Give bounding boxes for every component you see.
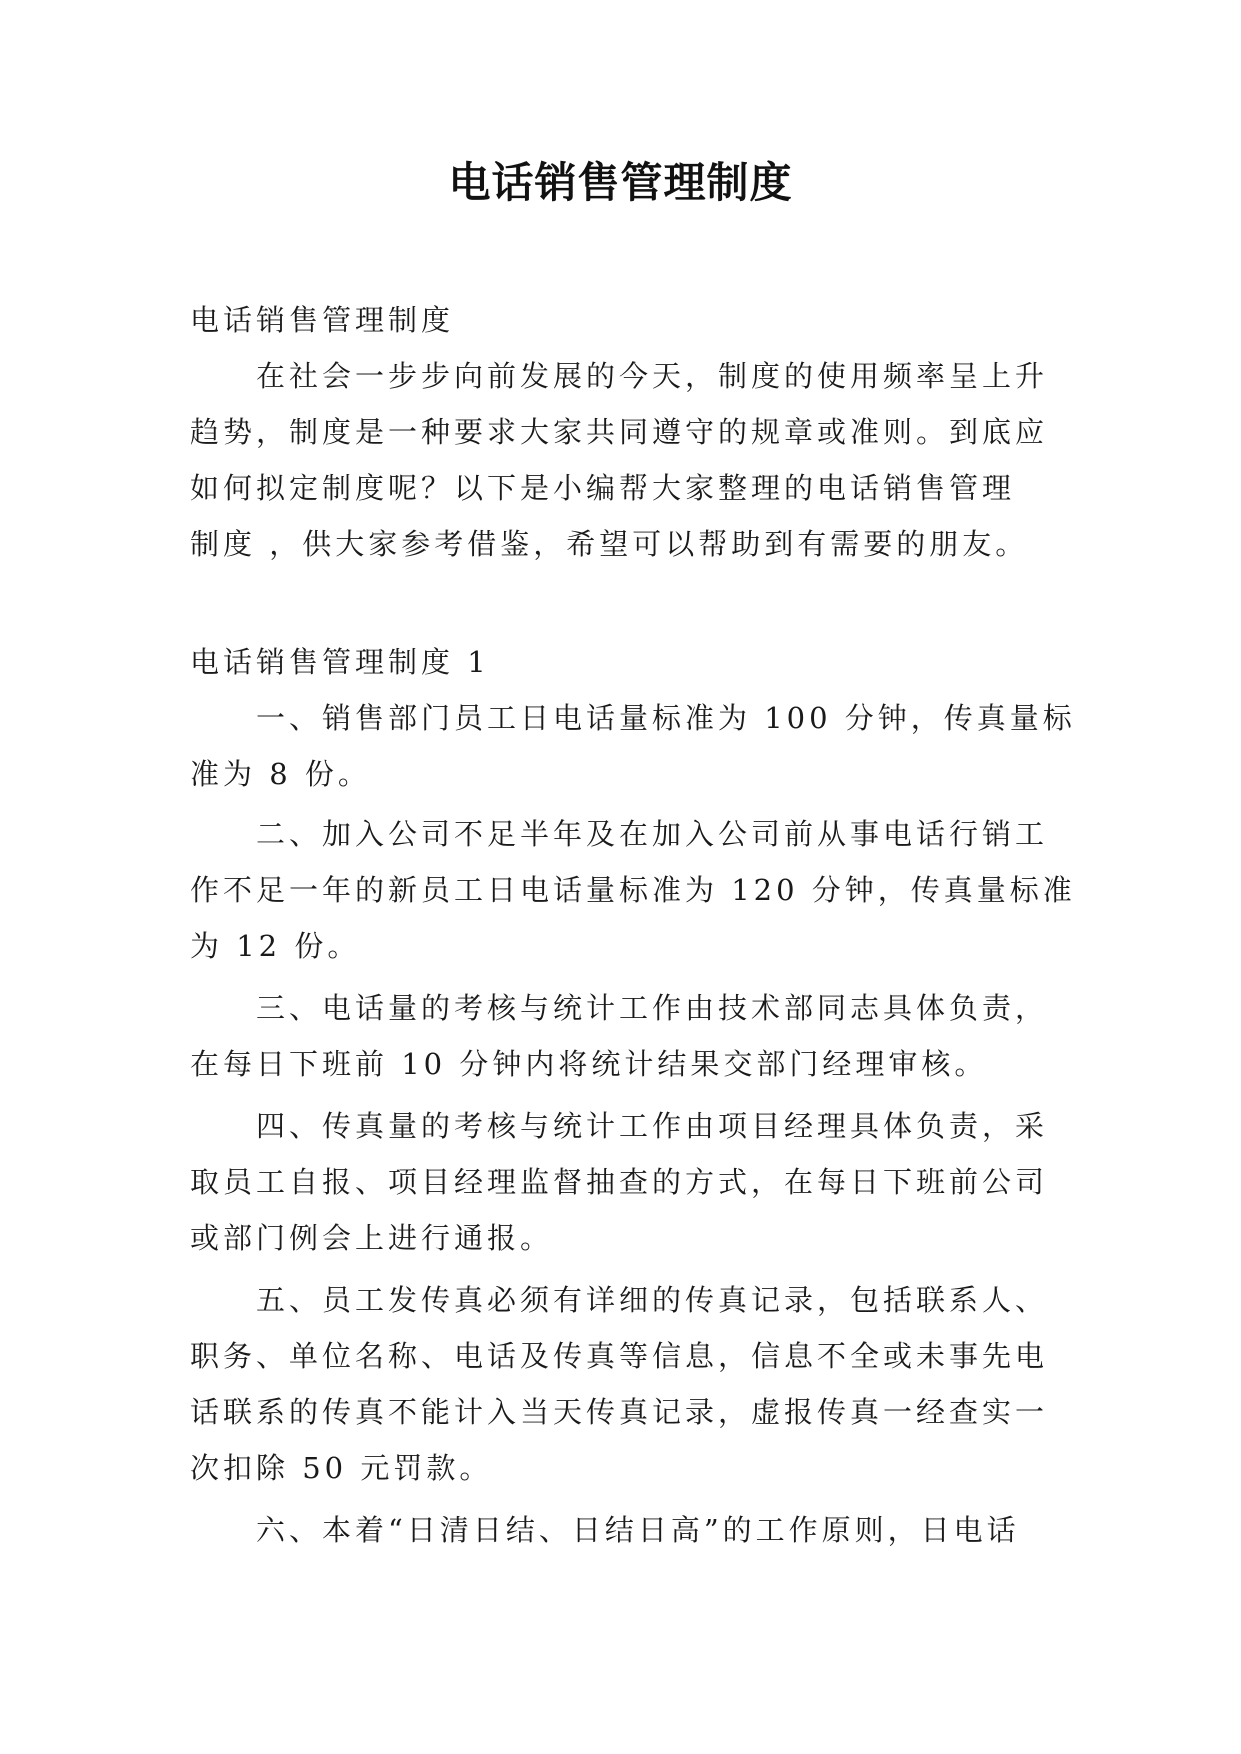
- item-5-line: 话联系的传真不能计入当天传真记录，虚报传真一经查实一: [190, 1395, 1049, 1429]
- intro-line: 趋势，制度是一种要求大家共同遵守的规章或准则。到底应: [190, 415, 1049, 449]
- item-5-line: 职务、单位名称、电话及传真等信息，信息不全或未事先电: [190, 1339, 1049, 1373]
- item-4-line: 或部门例会上进行通报。: [190, 1221, 554, 1255]
- item-3-line: 三、电话量的考核与统计工作由技术部同志具体负责，: [256, 991, 1049, 1025]
- item-5-line: 次扣除 50 元罚款。: [190, 1451, 493, 1485]
- section-heading: 电话销售管理制度 1: [190, 645, 490, 679]
- item-6-line: 六、本着“日清日结、日结日高”的工作原则，日电话: [256, 1513, 1020, 1547]
- item-5-line: 五、员工发传真必须有详细的传真记录，包括联系人、: [256, 1283, 1049, 1317]
- item-4-line: 取员工自报、项目经理监督抽查的方式，在每日下班前公司: [190, 1165, 1049, 1199]
- intro-line: 如何拟定制度呢？以下是小编帮大家整理的电话销售管理: [190, 471, 1016, 505]
- item-1-line: 一、销售部门员工日电话量标准为 100 分钟，传真量标: [256, 701, 1076, 735]
- intro-line: 制度 ，供大家参考借鉴，希望可以帮助到有需要的朋友。: [190, 527, 1029, 561]
- item-3-line: 在每日下班前 10 分钟内将统计结果交部门经理审核。: [190, 1047, 988, 1081]
- item-2-line: 二、加入公司不足半年及在加入公司前从事电话行销工: [256, 817, 1049, 851]
- item-2-line: 作不足一年的新员工日电话量标准为 120 分钟，传真量标准: [190, 873, 1076, 907]
- item-2-line: 为 12 份。: [190, 929, 361, 963]
- doc-subtitle: 电话销售管理制度: [190, 303, 455, 337]
- item-4-line: 四、传真量的考核与统计工作由项目经理具体负责，采: [256, 1109, 1049, 1143]
- item-1-line: 准为 8 份。: [190, 757, 371, 791]
- page-title: 电话销售管理制度: [448, 158, 793, 207]
- intro-line: 在社会一步步向前发展的今天，制度的使用频率呈上升: [256, 359, 1049, 393]
